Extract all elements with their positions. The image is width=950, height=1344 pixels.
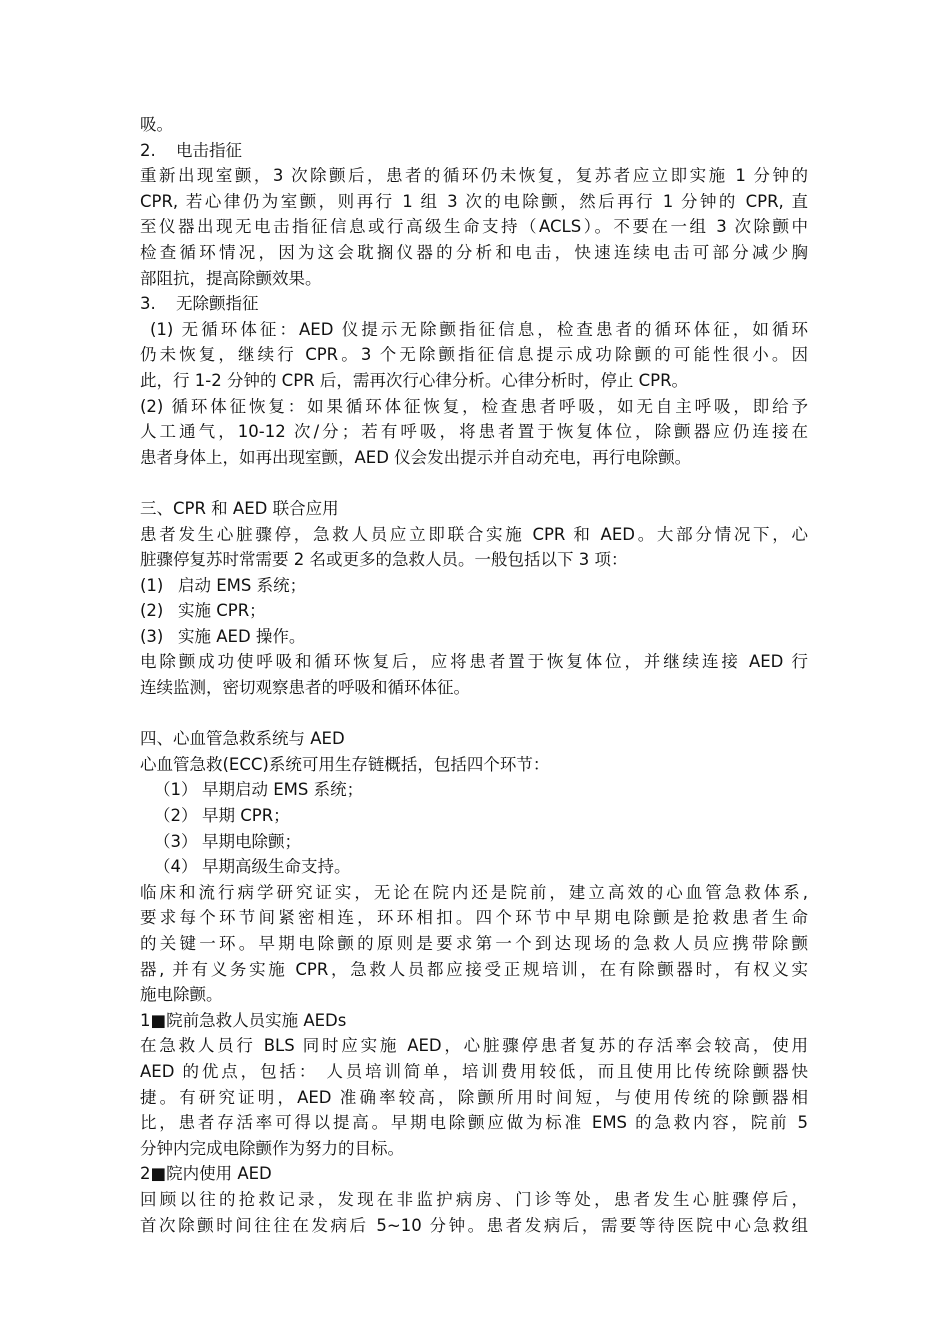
list-item [140,598,808,624]
subheading-text: 电击指征 [176,140,242,160]
list-number: (1) [140,575,164,595]
paragraph-line: CPR, 若心律仍为室颤，则再行 1 组 3 次的电除颤，然后再行 1 分钟的 CPR, 直 [140,191,808,211]
paragraph-line: 电除颤成功使呼吸和循环恢复后，应将患者置于恢复体位，并继续连接 AED 行 [140,652,808,672]
paragraph-line: 患者身体上，如再出现室颤，AED 仪会发出提示并自动充电，再行电除颤。 [140,447,692,467]
paragraph-line: 检查循环情况，因为这会耽搁仪器的分析和电击，快速连续电击可部分减少胸 [140,242,808,262]
paragraph-line: 此，行 1-2 分钟的 CPR 后，需再次行心律分析。心律分析时，停止 CPR。 [140,370,689,390]
document-page [140,112,808,1238]
paragraph-line: 器, 并有义务实施 CPR，急救人员都应接受正规培训，在有除颤器时，有权义实 [140,959,808,979]
list-item [140,854,808,880]
list-item-text: 早期电除颤； [202,831,301,851]
paragraph-line: 吸。 [140,115,173,134]
paragraph-line: 回顾以往的抢救记录，发现在非监护病房、门诊等处，患者发生心脏骤停后， [140,1189,808,1209]
paragraph-line: 仍未恢复，继续行 CPR。3 个无除颤指征信息提示成功除颤的可能性很小。因 [140,345,808,365]
paragraph-line: 施电除颤。 [140,985,223,1005]
paragraph-line: 分钟内完成电除颤作为努力的目标。 [140,1138,404,1158]
paragraph-line: (2) 循环体征恢复：如果循环体征恢复，检查患者呼吸，如无自主呼吸，即给予 [140,396,808,416]
list-item [140,573,808,599]
list-item-text: 早期 CPR； [202,806,290,826]
list-number: (3) [140,626,164,646]
blank-line [140,701,808,727]
list-item-text: 实施 CPR； [178,601,266,621]
paragraph-line: 首次除颤时间往往在发病后 5~10 分钟。患者发病后，需要等待医院中心急救组 [140,1215,808,1235]
paragraph-line: 部阻抗，提高除颤效果。 [140,268,322,288]
list-item-text: 早期启动 EMS 系统； [202,780,364,800]
paragraph-line: 心血管急救(ECC)系统可用生存链概括，包括四个环节： [140,754,550,774]
subheading-text: 无除颤指征 [176,294,259,314]
list-number: （4） [154,857,198,877]
section-heading-ecc-aed: 四、心血管急救系统与 AED [140,729,345,749]
list-number: （2） [154,806,198,826]
section-heading-cpr-aed: 三、CPR 和 AED 联合应用 [140,498,339,518]
list-number: 2. [140,140,156,160]
list-item-text: 启动 EMS 系统； [178,575,307,595]
paragraph-line: 的关键一环。早期电除颤的原则是要求第一个到达现场的急救人员应携带除颤 [140,934,808,953]
list-item-text: 实施 AED 操作。 [178,626,306,646]
paragraph-line: 脏骤停复苏时常需要 2 名或更多的急救人员。一般包括以下 3 项： [140,550,628,570]
paragraph-line: 在急救人员行 BLS 同时应实施 AED，心脏骤停患者复苏的存活率会较高，使用 [140,1036,808,1056]
subheading-electric-shock-indication [140,138,808,164]
list-item [140,777,808,803]
paragraph-line: 捷。有研究证明，AED 准确率较高，除颤所用时间短，与使用传统的除颤器相 [140,1087,808,1107]
list-item [140,829,808,855]
list-item [140,803,808,829]
paragraph-line: 比，患者存活率可得以提高。早期电除颤应做为标准 EMS 的急救内容，院前 5 [140,1113,808,1133]
paragraph-line: 要求每个环节间紧密相连，环环相扣。四个环节中早期电除颤是抢救患者生命 [140,908,808,928]
list-number: （3） [154,831,198,851]
paragraph-line: 患者发生心脏骤停，急救人员应立即联合实施 CPR 和 AED。大部分情况下，心 [140,524,808,544]
subheading-in-hospital-aed: 2■院内使用 AED [140,1164,272,1184]
paragraph-line: 重新出现室颤，3 次除颤后，患者的循环仍未恢复，复苏者应立即实施 1 分钟的 [140,166,808,186]
paragraph-line: (1) 无循环体征：AED 仪提示无除颤指征信息，检查患者的循环体征，如循环 [150,319,808,339]
subheading-no-defibrillation-indication [140,291,808,317]
paragraph-line: AED 的优点，包括： 人员培训简单，培训费用较低，而且使用比传统除颤器快 [140,1061,808,1081]
list-item-text: 早期高级生命支持。 [202,857,351,877]
list-number: 3. [140,294,156,314]
list-number: (2) [140,601,164,621]
blank-line [140,470,808,496]
paragraph-line: 至仪器出现无电击指征信息或行高级生命支持（ACLS）。不要在一组 3 次除颤中 [140,217,808,237]
subheading-prehospital-aeds: 1■院前急救人员实施 AEDs [140,1010,347,1030]
list-item [140,624,808,650]
paragraph-line: 连续监测，密切观察患者的呼吸和循环体征。 [140,678,470,698]
paragraph-line: 人工通气，10-12 次/分；若有呼吸，将患者置于恢复体位，除颤器应仍连接在 [140,422,808,442]
list-number: （1） [154,780,198,800]
paragraph-line: 临床和流行病学研究证实，无论在院内还是院前，建立高效的心血管急救体系, [140,882,808,902]
